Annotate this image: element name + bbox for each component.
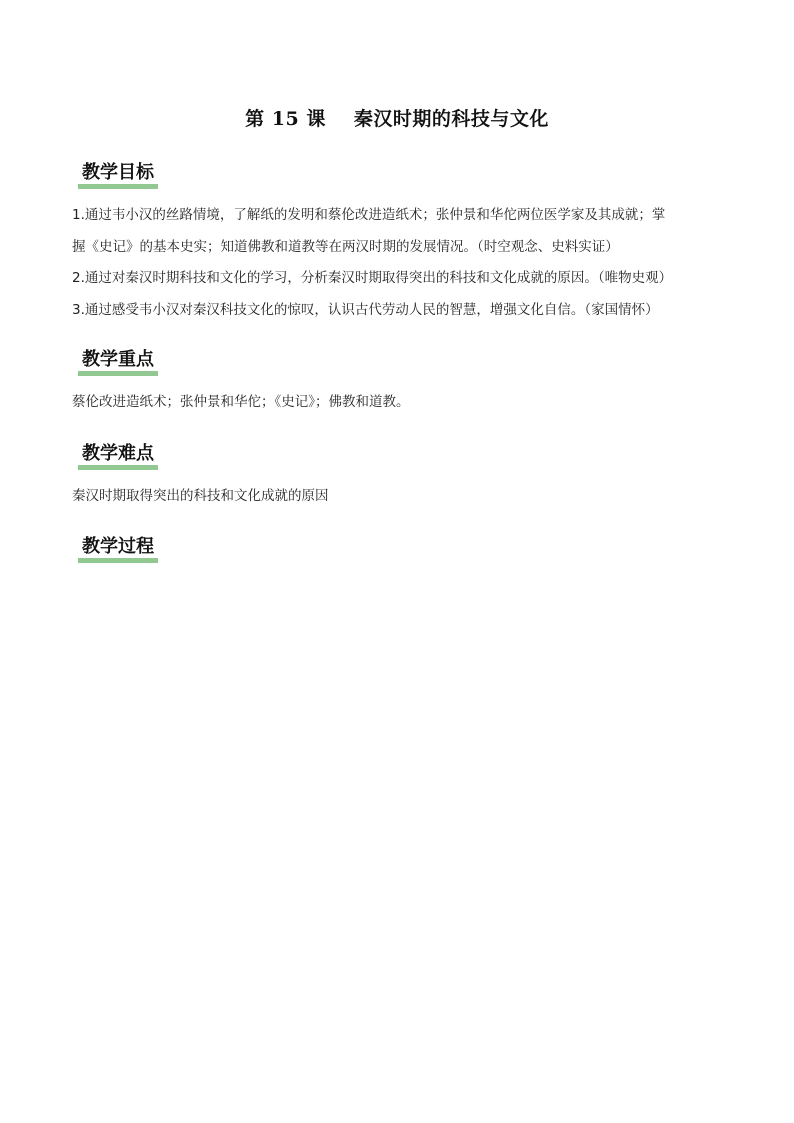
heading-label: 教学过程 [82,536,154,557]
key-points-line: 蔡伦改进造纸术；张仲景和华佗；《史记》；佛教和道教。 [72,394,410,410]
difficulties-text [72,481,722,513]
heading-underline [78,371,158,376]
lesson-number: 第 15 课 [245,108,326,130]
objective-line: 3.通过感受韦小汉对秦汉科技文化的惊叹，认识古代劳动人民的智慧，增强文化自信。（家国情怀） [72,301,659,318]
objective-line: 2.通过对秦汉时期科技和文化的学习，分析秦汉时期取得突出的科技和文化成就的原因。（唯物史观） [72,270,673,286]
section-heading-objectives [78,162,158,186]
heading-label: 教学目标 [82,162,154,183]
section-heading-process [78,536,158,560]
key-points-text [72,387,722,419]
heading-underline [78,558,158,563]
section-heading-key-points [78,349,158,373]
heading-underline [78,465,158,470]
objective-line: 1.通过韦小汉的丝路情境，了解纸的发明和蔡伦改进造纸术；张仲景和华佗两位医学家及其成就；掌 [72,207,666,223]
lesson-topic: 秦汉时期的科技与文化 [353,108,549,130]
lesson-title [0,104,794,131]
section-heading-difficulties [78,443,158,467]
heading-label: 教学难点 [82,443,154,464]
objective-line: 握《史记》的基本史实；知道佛教和道教等在两汉时期的发展情况。（时空观念、史料实证） [72,238,619,255]
heading-label: 教学重点 [82,349,154,370]
objectives-text [72,200,722,326]
difficulties-line: 秦汉时期取得突出的科技和文化成就的原因 [72,488,329,504]
heading-underline [78,184,158,189]
